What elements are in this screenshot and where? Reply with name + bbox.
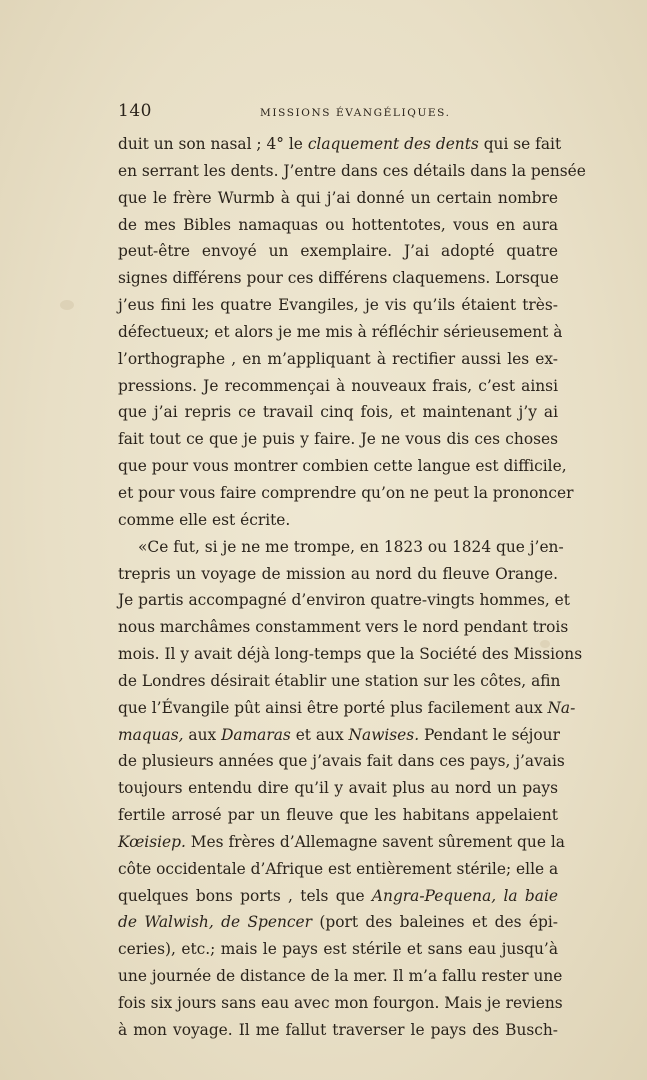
text-segment: défectueux; et alors je me mis à réfléchir sérieusement à xyxy=(118,322,563,341)
italic-text: Na- xyxy=(547,698,576,717)
text-line xyxy=(118,426,558,453)
text-segment: fois six jours sans eau avec mon fourgon. Mais je reviens xyxy=(118,994,563,1012)
text-segment: de mes Bibles namaquas ou hottentotes, vous en aura xyxy=(118,215,558,234)
text-segment: mois. Il y avait déjà long-temps que la Société des Missions xyxy=(118,645,583,664)
text-segment: pressions. Je recommençai à nouveaux frais, c’est ainsi xyxy=(118,376,558,395)
text-line xyxy=(118,748,565,775)
text-line xyxy=(118,990,563,1017)
text-line xyxy=(118,373,558,400)
italic-text: maquas, xyxy=(118,725,184,744)
text-segment: que j’ai repris ce travail cinq fois, et maintenant j’y ai xyxy=(118,403,558,422)
text-line xyxy=(118,936,558,963)
text-line xyxy=(118,775,558,802)
text-segment: fait tout ce que je puis y faire. Je ne vous dis ces choses xyxy=(118,430,558,449)
text-line xyxy=(118,158,586,185)
text-segment: signes différens pour ces différens claquemens. Lorsque xyxy=(118,269,559,288)
text-segment: Je partis accompagné d’environ quatre-vingts hommes, et xyxy=(118,591,570,610)
text-segment: et aux xyxy=(290,725,349,744)
text-line xyxy=(118,480,574,507)
text-segment: de plusieurs années que j’avais fait dans ces pays, j’avais xyxy=(118,752,565,771)
text-segment: quelques bons ports , tels que xyxy=(118,886,372,905)
text-line xyxy=(118,587,570,614)
text-segment: que pour vous montrer combien cette langue est difficile, xyxy=(118,457,567,476)
text-line xyxy=(118,856,558,883)
text-segment: comme elle est écrite. xyxy=(118,510,291,529)
text-segment: et pour vous faire comprendre qu’on ne peut la prononcer xyxy=(118,483,574,502)
text-segment: j’eus fini les quatre Evangiles, je vis qu’ils étaient très- xyxy=(118,296,558,315)
text-line xyxy=(118,722,558,749)
text-segment: l’orthographe , en m’appliquant à rectifier aussi les ex- xyxy=(118,349,558,368)
text-segment: de Londres désirait établir une station sur les côtes, afin xyxy=(118,671,561,690)
text-segment: que le frère Wurmb à qui j’ai donné un certain nombre xyxy=(118,188,558,207)
text-line xyxy=(118,909,558,936)
text-line xyxy=(118,399,558,426)
text-segment: à mon voyage. Il me fallut traverser le pays des Busch- xyxy=(118,1020,558,1039)
text-line xyxy=(118,212,558,239)
text-segment: peut-être envoyé un exemplaire. J’ai adopté quatre xyxy=(118,242,558,261)
text-line xyxy=(118,668,561,695)
text-line xyxy=(118,238,558,265)
text-segment: «Ce fut, si je ne me trompe, en 1823 ou 1824 que j’en- xyxy=(138,537,564,556)
page-number: 140 xyxy=(118,101,152,121)
italic-text: de Walwish, de Spencer xyxy=(118,913,312,932)
text-segment: (port des baleines et des épi- xyxy=(311,913,558,932)
text-line xyxy=(118,453,567,480)
text-line xyxy=(118,963,563,990)
italic-text: Angra-Pequena, la baie xyxy=(371,886,558,905)
text-line xyxy=(118,1017,558,1044)
text-line xyxy=(118,883,558,910)
text-line xyxy=(118,561,558,588)
text-line xyxy=(118,641,583,668)
italic-text: Nawises. xyxy=(348,725,420,744)
text-segment: aux xyxy=(183,725,222,744)
text-segment: une journée de distance de la mer. Il m’a fallu rester une xyxy=(118,967,563,986)
text-line xyxy=(118,265,558,292)
text-segment: toujours entendu dire qu’il y avait plus au nord un pays xyxy=(118,779,558,798)
text-line xyxy=(118,802,558,829)
italic-text: claquement des dents xyxy=(307,135,479,153)
body-text xyxy=(118,131,586,1044)
text-line xyxy=(118,292,558,319)
text-line xyxy=(118,346,558,373)
text-segment: trepris un voyage de mission au nord du fleuve Orange. xyxy=(118,564,558,583)
text-segment: Pendant le séjour xyxy=(419,725,560,744)
text-segment: fertile arrosé par un fleuve que les habitans appelaient xyxy=(118,806,558,825)
text-line xyxy=(118,614,569,641)
italic-text: Damaras xyxy=(221,725,291,744)
text-line xyxy=(118,829,565,856)
text-segment: ceries), etc.; mais le pays est stérile et sans eau jusqu’à xyxy=(118,940,558,959)
text-segment: qui se fait xyxy=(478,135,562,153)
text-line xyxy=(118,695,576,722)
text-segment: nous marchâmes constamment vers le nord pendant trois xyxy=(118,618,569,637)
text-line xyxy=(118,185,558,212)
text-segment: duit un son nasal ; 4° le xyxy=(118,135,308,153)
text-segment: que l’Évangile pût ainsi être porté plus facilement aux xyxy=(118,698,548,717)
text-line xyxy=(118,319,563,346)
page-header xyxy=(118,101,558,125)
running-head: MISSIONS ÉVANGÉLIQUES. xyxy=(260,107,451,119)
text-segment: côte occidentale d’Afrique est entièrement stérile; elle a xyxy=(118,859,559,878)
text-line xyxy=(118,534,564,561)
italic-text: Kœisiep. xyxy=(118,832,186,851)
text-segment: Mes frères d’Allemagne savent sûrement que la xyxy=(185,832,565,851)
text-line xyxy=(118,507,558,534)
text-segment: en serrant les dents. J’entre dans ces détails dans la pensée xyxy=(118,161,586,180)
text-line xyxy=(118,131,562,158)
